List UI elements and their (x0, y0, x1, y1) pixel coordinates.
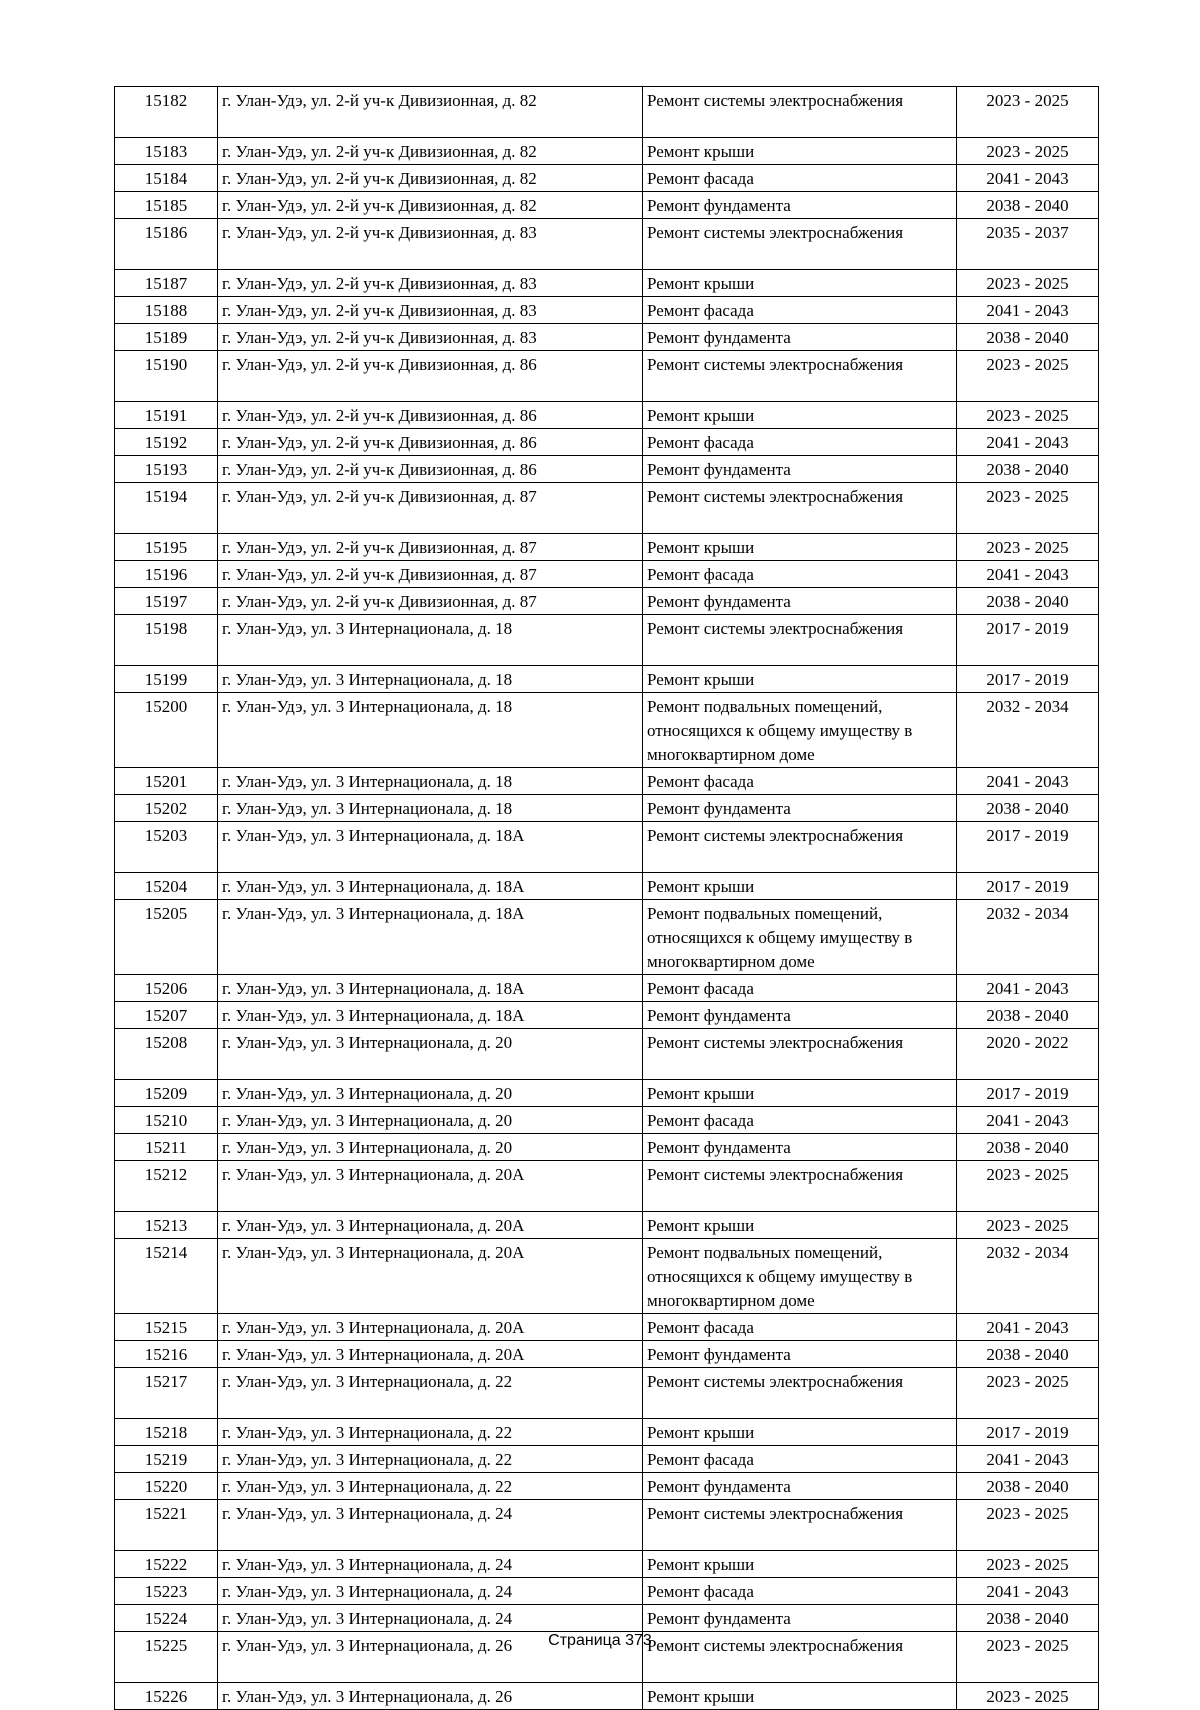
row-number-cell: 15213 (115, 1212, 218, 1239)
table-row (115, 270, 1099, 297)
period-cell: 2038 - 2040 (957, 192, 1099, 219)
row-number-cell: 15209 (115, 1080, 218, 1107)
table-row (115, 1446, 1099, 1473)
table-row (115, 402, 1099, 429)
work-type-cell: Ремонт системы электроснабжения (643, 87, 957, 138)
work-type-cell: Ремонт крыши (643, 1080, 957, 1107)
address-cell: г. Улан-Удэ, ул. 2-й уч-к Дивизионная, д. 83 (218, 219, 643, 270)
work-type-cell: Ремонт крыши (643, 1419, 957, 1446)
address-cell: г. Улан-Удэ, ул. 3 Интернационала, д. 18А (218, 975, 643, 1002)
work-type-cell: Ремонт фундамента (643, 1002, 957, 1029)
address-cell: г. Улан-Удэ, ул. 3 Интернационала, д. 26 (218, 1683, 643, 1710)
row-number-cell: 15190 (115, 351, 218, 402)
table-row (115, 297, 1099, 324)
row-number-cell: 15202 (115, 795, 218, 822)
table-row (115, 822, 1099, 873)
row-number-cell: 15220 (115, 1473, 218, 1500)
work-type-cell: Ремонт фасада (643, 1578, 957, 1605)
row-number-cell: 15184 (115, 165, 218, 192)
row-number-cell: 15225 (115, 1632, 218, 1683)
row-number-cell: 15212 (115, 1161, 218, 1212)
address-cell: г. Улан-Удэ, ул. 2-й уч-к Дивизионная, д. 83 (218, 324, 643, 351)
address-cell: г. Улан-Удэ, ул. 3 Интернационала, д. 22 (218, 1368, 643, 1419)
address-cell: г. Улан-Удэ, ул. 3 Интернационала, д. 20 (218, 1134, 643, 1161)
period-cell: 2023 - 2025 (957, 402, 1099, 429)
period-cell: 2017 - 2019 (957, 873, 1099, 900)
table-row (115, 192, 1099, 219)
period-cell: 2023 - 2025 (957, 1212, 1099, 1239)
period-cell: 2038 - 2040 (957, 324, 1099, 351)
period-cell: 2023 - 2025 (957, 1368, 1099, 1419)
address-cell: г. Улан-Удэ, ул. 2-й уч-к Дивизионная, д. 87 (218, 483, 643, 534)
period-cell: 2041 - 2043 (957, 1578, 1099, 1605)
address-cell: г. Улан-Удэ, ул. 2-й уч-к Дивизионная, д. 82 (218, 87, 643, 138)
period-cell: 2017 - 2019 (957, 822, 1099, 873)
period-cell: 2038 - 2040 (957, 1002, 1099, 1029)
period-cell: 2038 - 2040 (957, 1473, 1099, 1500)
row-number-cell: 15211 (115, 1134, 218, 1161)
work-type-cell: Ремонт крыши (643, 1212, 957, 1239)
address-cell: г. Улан-Удэ, ул. 3 Интернационала, д. 24 (218, 1578, 643, 1605)
period-cell: 2038 - 2040 (957, 588, 1099, 615)
address-cell: г. Улан-Удэ, ул. 3 Интернационала, д. 24 (218, 1551, 643, 1578)
table-row (115, 900, 1099, 975)
period-cell: 2038 - 2040 (957, 1341, 1099, 1368)
address-cell: г. Улан-Удэ, ул. 3 Интернационала, д. 18А (218, 900, 643, 975)
row-number-cell: 15201 (115, 768, 218, 795)
work-type-cell: Ремонт системы электроснабжения (643, 1632, 957, 1683)
row-number-cell: 15194 (115, 483, 218, 534)
work-type-cell: Ремонт системы электроснабжения (643, 1500, 957, 1551)
row-number-cell: 15193 (115, 456, 218, 483)
work-type-cell: Ремонт фундамента (643, 192, 957, 219)
period-cell: 2038 - 2040 (957, 456, 1099, 483)
row-number-cell: 15200 (115, 693, 218, 768)
work-type-cell: Ремонт фасада (643, 768, 957, 795)
work-type-cell: Ремонт подвальных помещений, относящихся к общему имуществу в многоквартирном доме (643, 693, 957, 768)
row-number-cell: 15192 (115, 429, 218, 456)
row-number-cell: 15221 (115, 1500, 218, 1551)
period-cell: 2023 - 2025 (957, 138, 1099, 165)
row-number-cell: 15197 (115, 588, 218, 615)
row-number-cell: 15196 (115, 561, 218, 588)
address-cell: г. Улан-Удэ, ул. 3 Интернационала, д. 18А (218, 1002, 643, 1029)
row-number-cell: 15208 (115, 1029, 218, 1080)
table-row (115, 429, 1099, 456)
table-row (115, 975, 1099, 1002)
table-row (115, 351, 1099, 402)
row-number-cell: 15216 (115, 1341, 218, 1368)
table-row (115, 795, 1099, 822)
period-cell: 2023 - 2025 (957, 1551, 1099, 1578)
address-cell: г. Улан-Удэ, ул. 3 Интернационала, д. 20А (218, 1212, 643, 1239)
work-type-cell: Ремонт фасада (643, 429, 957, 456)
address-cell: г. Улан-Удэ, ул. 2-й уч-к Дивизионная, д. 83 (218, 297, 643, 324)
work-type-cell: Ремонт подвальных помещений, относящихся к общему имуществу в многоквартирном доме (643, 1239, 957, 1314)
table-row (115, 1161, 1099, 1212)
period-cell: 2032 - 2034 (957, 693, 1099, 768)
address-cell: г. Улан-Удэ, ул. 3 Интернационала, д. 18 (218, 768, 643, 795)
work-type-cell: Ремонт фасада (643, 1314, 957, 1341)
table-row (115, 1368, 1099, 1419)
work-type-cell: Ремонт фундамента (643, 588, 957, 615)
address-cell: г. Улан-Удэ, ул. 3 Интернационала, д. 20 (218, 1080, 643, 1107)
period-cell: 2038 - 2040 (957, 1134, 1099, 1161)
period-cell: 2023 - 2025 (957, 534, 1099, 561)
period-cell: 2038 - 2040 (957, 795, 1099, 822)
table-row (115, 561, 1099, 588)
work-type-cell: Ремонт фасада (643, 297, 957, 324)
table-row (115, 1107, 1099, 1134)
period-cell: 2041 - 2043 (957, 768, 1099, 795)
work-type-cell: Ремонт фундамента (643, 1134, 957, 1161)
work-type-cell: Ремонт подвальных помещений, относящихся к общему имуществу в многоквартирном доме (643, 900, 957, 975)
work-type-cell: Ремонт фасада (643, 1107, 957, 1134)
table-row (115, 1578, 1099, 1605)
row-number-cell: 15218 (115, 1419, 218, 1446)
row-number-cell: 15224 (115, 1605, 218, 1632)
table-row (115, 483, 1099, 534)
row-number-cell: 15182 (115, 87, 218, 138)
address-cell: г. Улан-Удэ, ул. 3 Интернационала, д. 18 (218, 615, 643, 666)
work-type-cell: Ремонт крыши (643, 873, 957, 900)
work-type-cell: Ремонт крыши (643, 534, 957, 561)
row-number-cell: 15207 (115, 1002, 218, 1029)
work-type-cell: Ремонт фундамента (643, 1473, 957, 1500)
address-cell: г. Улан-Удэ, ул. 3 Интернационала, д. 18А (218, 873, 643, 900)
address-cell: г. Улан-Удэ, ул. 3 Интернационала, д. 20А (218, 1341, 643, 1368)
period-cell: 2032 - 2034 (957, 900, 1099, 975)
address-cell: г. Улан-Удэ, ул. 2-й уч-к Дивизионная, д. 87 (218, 588, 643, 615)
address-cell: г. Улан-Удэ, ул. 3 Интернационала, д. 22 (218, 1446, 643, 1473)
table-row (115, 1605, 1099, 1632)
row-number-cell: 15198 (115, 615, 218, 666)
period-cell: 2041 - 2043 (957, 561, 1099, 588)
address-cell: г. Улан-Удэ, ул. 2-й уч-к Дивизионная, д. 82 (218, 165, 643, 192)
row-number-cell: 15204 (115, 873, 218, 900)
address-cell: г. Улан-Удэ, ул. 3 Интернационала, д. 24 (218, 1500, 643, 1551)
work-type-cell: Ремонт системы электроснабжения (643, 822, 957, 873)
period-cell: 2023 - 2025 (957, 1161, 1099, 1212)
work-type-cell: Ремонт фасада (643, 1446, 957, 1473)
period-cell: 2020 - 2022 (957, 1029, 1099, 1080)
table-row (115, 1341, 1099, 1368)
table-row (115, 1212, 1099, 1239)
row-number-cell: 15210 (115, 1107, 218, 1134)
address-cell: г. Улан-Удэ, ул. 3 Интернационала, д. 18 (218, 693, 643, 768)
table-row (115, 666, 1099, 693)
period-cell: 2023 - 2025 (957, 351, 1099, 402)
address-cell: г. Улан-Удэ, ул. 3 Интернационала, д. 18 (218, 795, 643, 822)
period-cell: 2023 - 2025 (957, 1683, 1099, 1710)
address-cell: г. Улан-Удэ, ул. 2-й уч-к Дивизионная, д. 82 (218, 192, 643, 219)
address-cell: г. Улан-Удэ, ул. 2-й уч-к Дивизионная, д. 82 (218, 138, 643, 165)
row-number-cell: 15222 (115, 1551, 218, 1578)
row-number-cell: 15219 (115, 1446, 218, 1473)
row-number-cell: 15217 (115, 1368, 218, 1419)
work-type-cell: Ремонт системы электроснабжения (643, 351, 957, 402)
period-cell: 2023 - 2025 (957, 1632, 1099, 1683)
repair-schedule-table (114, 86, 1099, 1710)
period-cell: 2017 - 2019 (957, 1419, 1099, 1446)
work-type-cell: Ремонт фундамента (643, 1341, 957, 1368)
work-type-cell: Ремонт системы электроснабжения (643, 219, 957, 270)
row-number-cell: 15195 (115, 534, 218, 561)
work-type-cell: Ремонт крыши (643, 402, 957, 429)
row-number-cell: 15223 (115, 1578, 218, 1605)
address-cell: г. Улан-Удэ, ул. 3 Интернационала, д. 24 (218, 1605, 643, 1632)
row-number-cell: 15187 (115, 270, 218, 297)
address-cell: г. Улан-Удэ, ул. 2-й уч-к Дивизионная, д. 86 (218, 351, 643, 402)
work-type-cell: Ремонт фундамента (643, 795, 957, 822)
row-number-cell: 15205 (115, 900, 218, 975)
work-type-cell: Ремонт фасада (643, 165, 957, 192)
work-type-cell: Ремонт фасада (643, 561, 957, 588)
work-type-cell: Ремонт системы электроснабжения (643, 483, 957, 534)
address-cell: г. Улан-Удэ, ул. 2-й уч-к Дивизионная, д. 86 (218, 456, 643, 483)
row-number-cell: 15191 (115, 402, 218, 429)
work-type-cell: Ремонт фундамента (643, 324, 957, 351)
row-number-cell: 15203 (115, 822, 218, 873)
work-type-cell: Ремонт системы электроснабжения (643, 1368, 957, 1419)
work-type-cell: Ремонт крыши (643, 666, 957, 693)
row-number-cell: 15199 (115, 666, 218, 693)
work-type-cell: Ремонт системы электроснабжения (643, 1029, 957, 1080)
period-cell: 2017 - 2019 (957, 615, 1099, 666)
table-row (115, 1002, 1099, 1029)
work-type-cell: Ремонт фасада (643, 975, 957, 1002)
row-number-cell: 15185 (115, 192, 218, 219)
address-cell: г. Улан-Удэ, ул. 2-й уч-к Дивизионная, д. 87 (218, 534, 643, 561)
work-type-cell: Ремонт системы электроснабжения (643, 1161, 957, 1212)
table-row (115, 1134, 1099, 1161)
row-number-cell: 15215 (115, 1314, 218, 1341)
work-type-cell: Ремонт фундамента (643, 456, 957, 483)
address-cell: г. Улан-Удэ, ул. 3 Интернационала, д. 20 (218, 1107, 643, 1134)
address-cell: г. Улан-Удэ, ул. 3 Интернационала, д. 26 (218, 1632, 643, 1683)
table-row (115, 1080, 1099, 1107)
period-cell: 2038 - 2040 (957, 1605, 1099, 1632)
row-number-cell: 15183 (115, 138, 218, 165)
address-cell: г. Улан-Удэ, ул. 2-й уч-к Дивизионная, д. 86 (218, 429, 643, 456)
table-row (115, 588, 1099, 615)
period-cell: 2023 - 2025 (957, 87, 1099, 138)
table-row (115, 324, 1099, 351)
table-row (115, 87, 1099, 138)
row-number-cell: 15214 (115, 1239, 218, 1314)
address-cell: г. Улан-Удэ, ул. 3 Интернационала, д. 20А (218, 1314, 643, 1341)
address-cell: г. Улан-Удэ, ул. 3 Интернационала, д. 22 (218, 1473, 643, 1500)
period-cell: 2041 - 2043 (957, 165, 1099, 192)
work-type-cell: Ремонт системы электроснабжения (643, 615, 957, 666)
period-cell: 2035 - 2037 (957, 219, 1099, 270)
address-cell: г. Улан-Удэ, ул. 3 Интернационала, д. 18 (218, 666, 643, 693)
address-cell: г. Улан-Удэ, ул. 3 Интернационала, д. 22 (218, 1419, 643, 1446)
row-number-cell: 15206 (115, 975, 218, 1002)
page-number: Страница 373 (548, 1632, 652, 1649)
table-row (115, 693, 1099, 768)
row-number-cell: 15189 (115, 324, 218, 351)
period-cell: 2017 - 2019 (957, 1080, 1099, 1107)
table-row (115, 1500, 1099, 1551)
period-cell: 2041 - 2043 (957, 1314, 1099, 1341)
table-row (115, 1314, 1099, 1341)
row-number-cell: 15226 (115, 1683, 218, 1710)
address-cell: г. Улан-Удэ, ул. 3 Интернационала, д. 18А (218, 822, 643, 873)
work-type-cell: Ремонт крыши (643, 270, 957, 297)
address-cell: г. Улан-Удэ, ул. 2-й уч-к Дивизионная, д. 83 (218, 270, 643, 297)
table-row (115, 873, 1099, 900)
period-cell: 2032 - 2034 (957, 1239, 1099, 1314)
period-cell: 2023 - 2025 (957, 1500, 1099, 1551)
address-cell: г. Улан-Удэ, ул. 3 Интернационала, д. 20А (218, 1239, 643, 1314)
period-cell: 2023 - 2025 (957, 483, 1099, 534)
address-cell: г. Улан-Удэ, ул. 3 Интернационала, д. 20 (218, 1029, 643, 1080)
period-cell: 2041 - 2043 (957, 975, 1099, 1002)
table-row (115, 1473, 1099, 1500)
table-row (115, 534, 1099, 561)
period-cell: 2017 - 2019 (957, 666, 1099, 693)
table-body (115, 87, 1099, 1710)
address-cell: г. Улан-Удэ, ул. 2-й уч-к Дивизионная, д. 87 (218, 561, 643, 588)
table-row (115, 138, 1099, 165)
table-row (115, 219, 1099, 270)
table-row (115, 615, 1099, 666)
table-row (115, 456, 1099, 483)
address-cell: г. Улан-Удэ, ул. 2-й уч-к Дивизионная, д. 86 (218, 402, 643, 429)
period-cell: 2041 - 2043 (957, 429, 1099, 456)
period-cell: 2041 - 2043 (957, 1446, 1099, 1473)
table-row (115, 768, 1099, 795)
row-number-cell: 15186 (115, 219, 218, 270)
work-type-cell: Ремонт крыши (643, 138, 957, 165)
work-type-cell: Ремонт крыши (643, 1551, 957, 1578)
row-number-cell: 15188 (115, 297, 218, 324)
table-row (115, 1239, 1099, 1314)
table-row (115, 1551, 1099, 1578)
period-cell: 2023 - 2025 (957, 270, 1099, 297)
period-cell: 2041 - 2043 (957, 1107, 1099, 1134)
table-row (115, 1683, 1099, 1710)
table-row (115, 165, 1099, 192)
table-row (115, 1419, 1099, 1446)
period-cell: 2041 - 2043 (957, 297, 1099, 324)
table-row (115, 1029, 1099, 1080)
work-type-cell: Ремонт крыши (643, 1683, 957, 1710)
work-type-cell: Ремонт фундамента (643, 1605, 957, 1632)
address-cell: г. Улан-Удэ, ул. 3 Интернационала, д. 20А (218, 1161, 643, 1212)
